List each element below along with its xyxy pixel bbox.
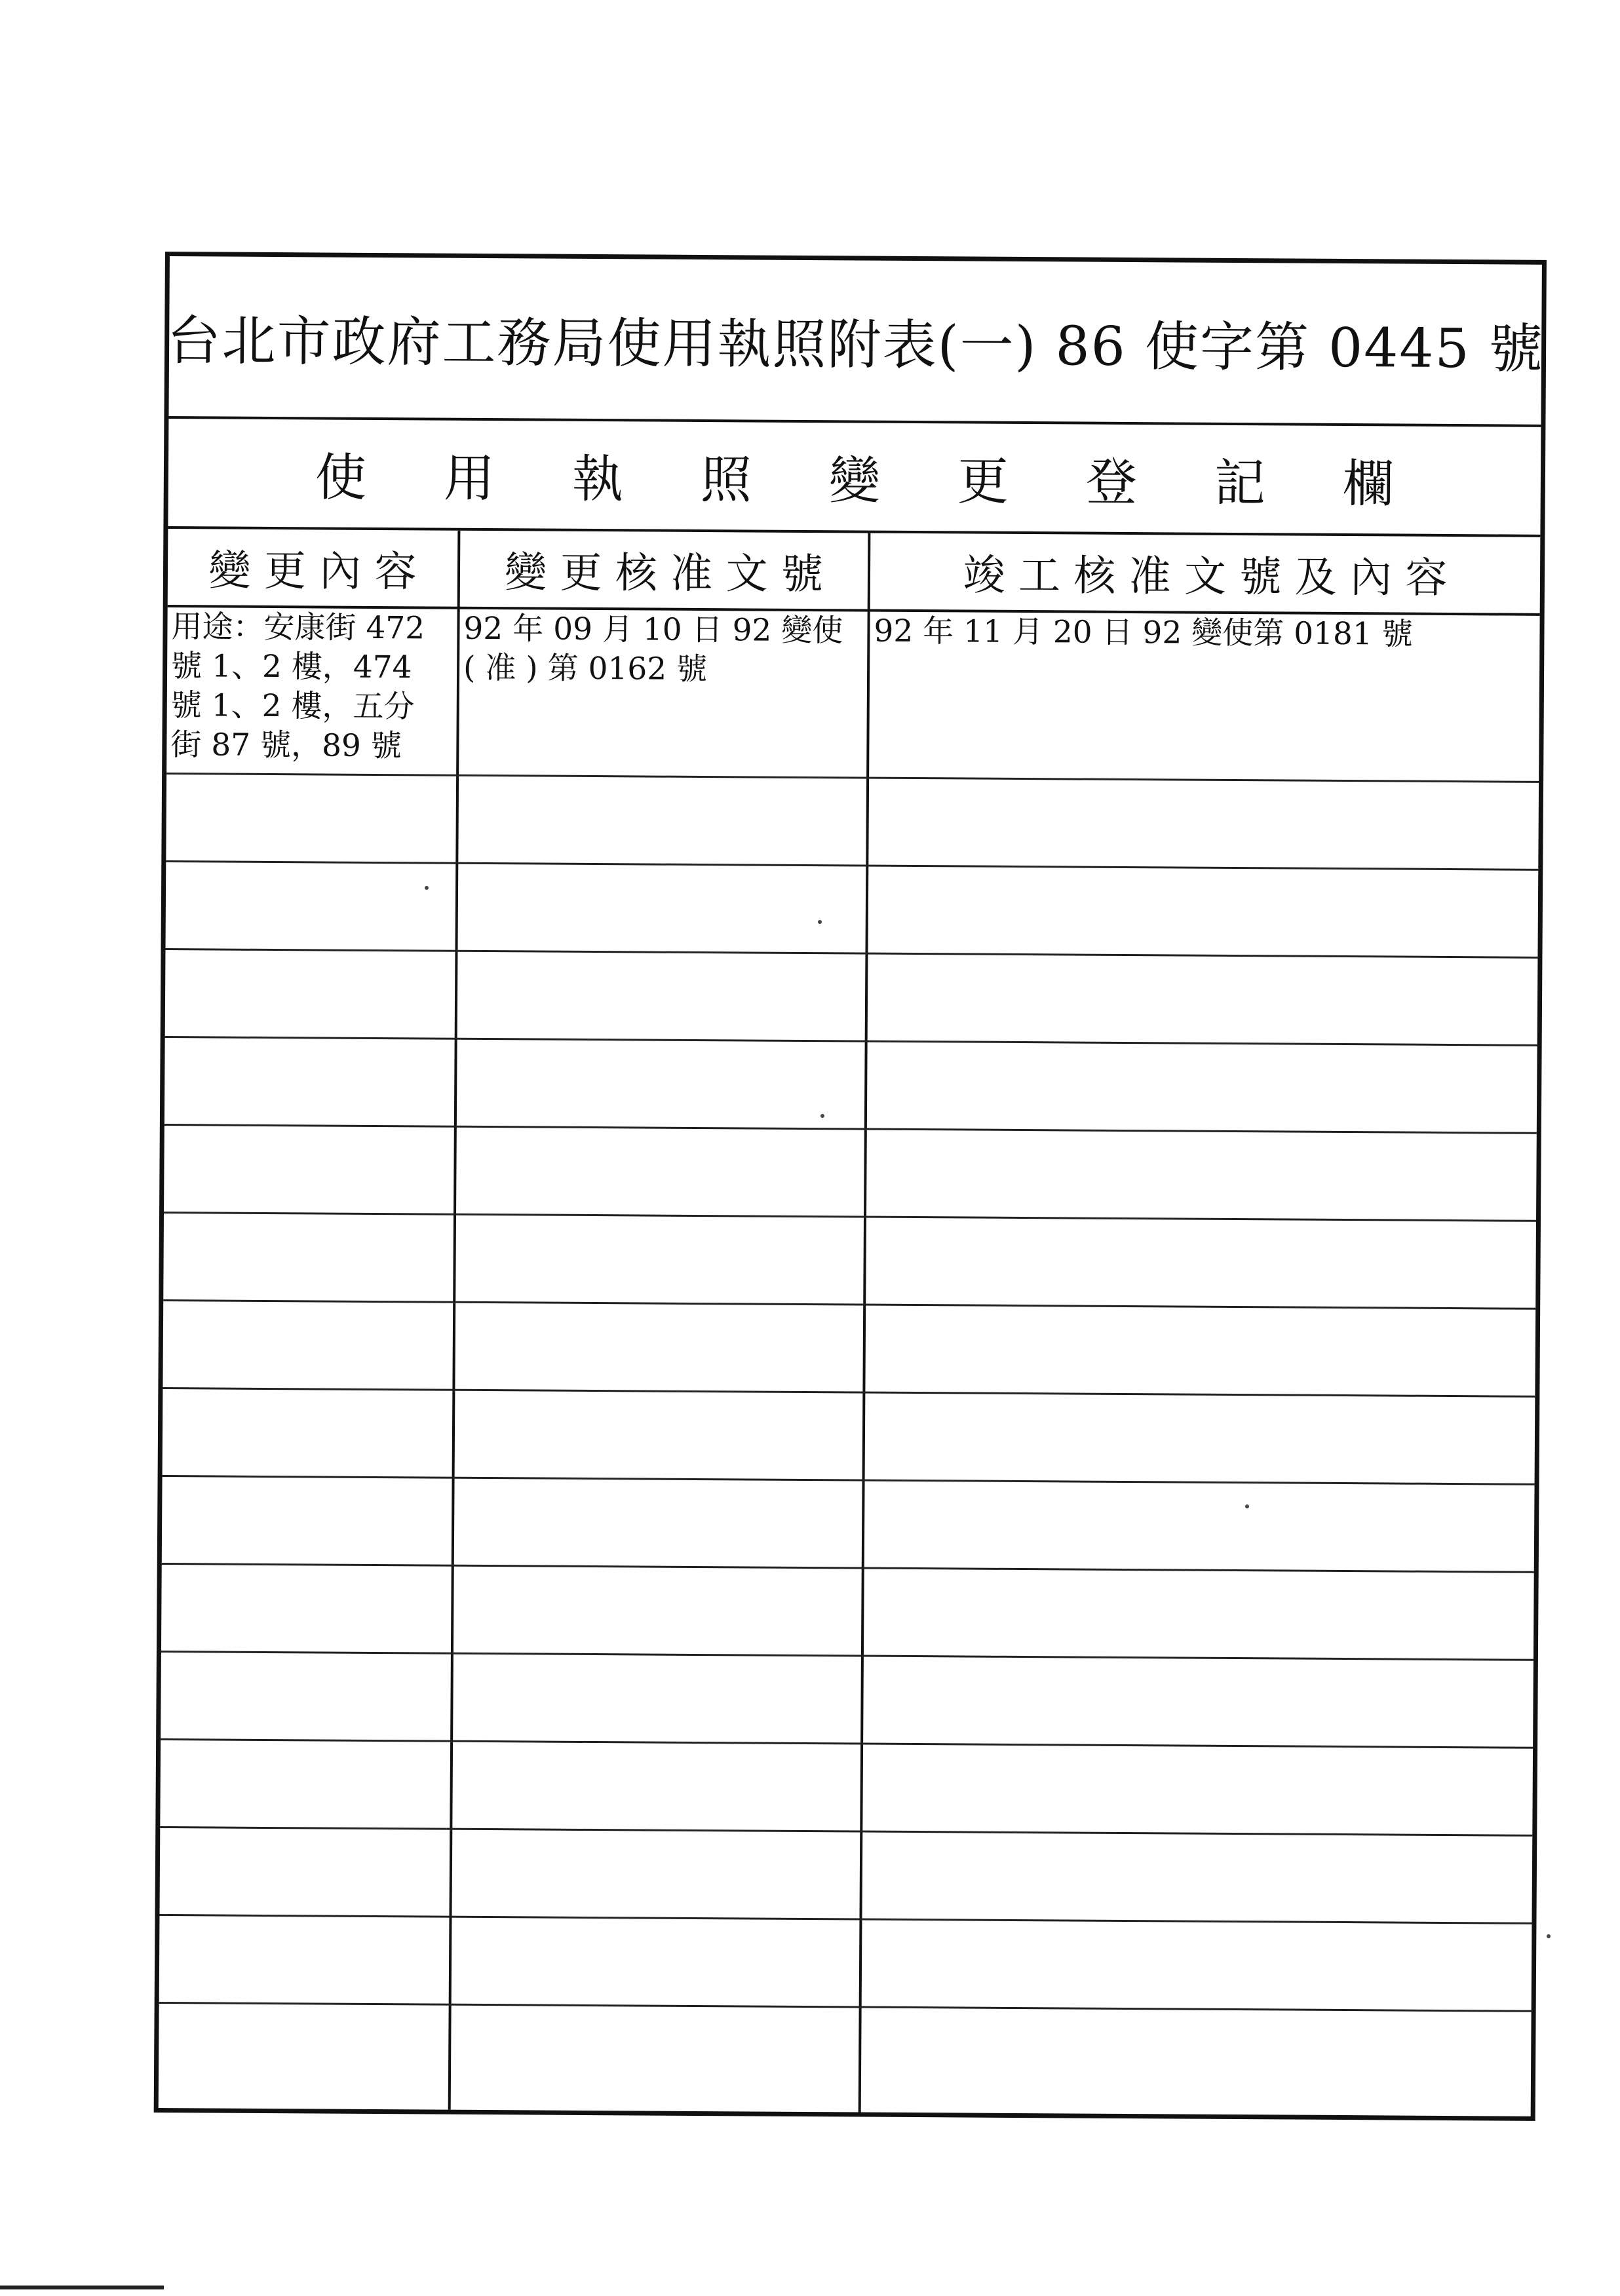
scan-speck	[818, 920, 822, 924]
column-divider-1	[448, 531, 461, 2110]
row-separator	[161, 1651, 1533, 1661]
row-separator	[159, 2002, 1532, 2012]
document-title: 台北市政府工務局使用執照附表(一) 86 使字第 0445 號	[166, 309, 1545, 381]
completion-no-line: 92 年 11 月 20 日 92 變使第 0181 號	[874, 613, 1413, 653]
section-header: 使用執照變更登記欄	[315, 448, 1472, 515]
row-separator	[161, 1738, 1533, 1749]
row-separator	[165, 1036, 1537, 1046]
scan-edge-mark	[0, 2286, 164, 2289]
change-content-line: 用途：安康街 472	[171, 609, 425, 647]
row-separator	[162, 1563, 1534, 1573]
change-content-line: 號 1、2 樓，474	[170, 648, 412, 686]
section-header-row	[168, 419, 1541, 537]
row-separator	[160, 1826, 1532, 1837]
row-separator	[163, 1387, 1535, 1398]
column-divider-2	[858, 533, 871, 2113]
row-separator	[159, 1914, 1532, 1924]
cell-approval-no	[459, 609, 868, 691]
change-content-line: 街 87 號，89 號	[170, 727, 402, 765]
row-separator	[164, 1124, 1537, 1134]
column-header-completion-no: 竣 工 核 准 文 號 及 內 容	[963, 551, 1448, 603]
scan-speck	[425, 886, 429, 890]
change-register-table	[159, 529, 1541, 2116]
scan-speck	[1547, 1934, 1551, 1938]
column-header-approval-no: 變 更 核 准 文 號	[504, 548, 824, 600]
row-separator	[165, 948, 1537, 959]
row-separator	[164, 1212, 1536, 1222]
form-frame	[154, 252, 1547, 2121]
cell-completion-no	[870, 612, 1539, 655]
approval-no-line: ( 准 ) 第 0162 號	[463, 649, 708, 688]
scan-speck	[820, 1114, 824, 1118]
cell-change-content	[166, 607, 457, 767]
title-row	[166, 256, 1545, 427]
approval-no-line: 92 年 09 月 10 日 92 變使	[463, 610, 843, 649]
row-separator	[166, 860, 1538, 871]
column-header-change-content: 變 更 內 容	[208, 546, 417, 597]
row-separator	[166, 773, 1539, 783]
row-separator	[163, 1475, 1535, 1485]
change-content-line: 號 1、2 樓，五分	[170, 687, 415, 725]
row-separator	[163, 1299, 1535, 1310]
scan-speck	[1245, 1504, 1249, 1508]
